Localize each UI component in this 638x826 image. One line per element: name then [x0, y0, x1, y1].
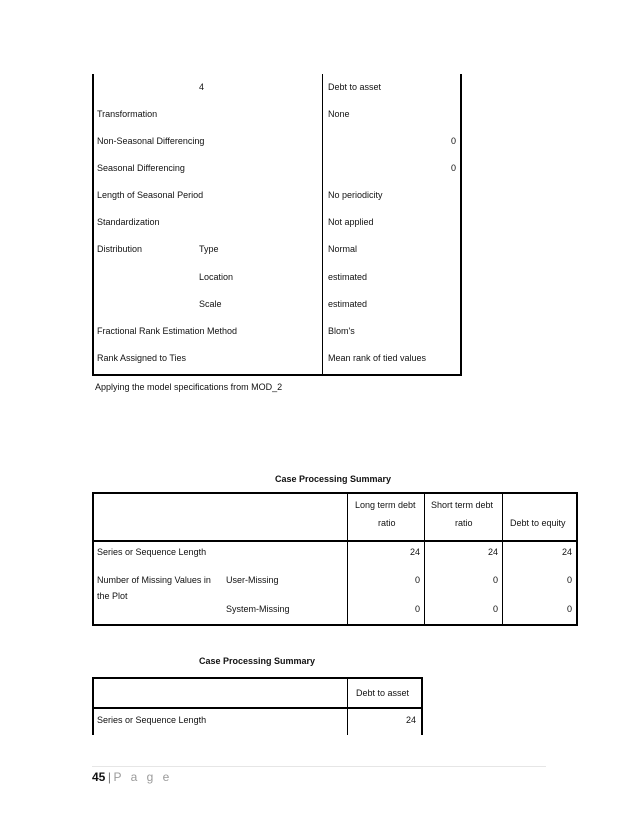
table1-right-border	[460, 74, 462, 376]
row-value: 0	[450, 163, 456, 173]
table2-col-border	[347, 492, 348, 626]
table2-right-border	[576, 492, 578, 626]
row-label: Seasonal Differencing	[97, 163, 185, 173]
row-sub: Location	[199, 272, 234, 282]
row-label: Series or Sequence Length	[97, 715, 207, 725]
column-header: ratio	[455, 518, 473, 528]
table3-header-divider	[92, 707, 423, 709]
table2-col-border	[424, 492, 425, 626]
cell-value: 24	[409, 547, 420, 557]
row-label: Length of Seasonal Period	[97, 190, 204, 200]
table3-top-border	[92, 677, 423, 679]
column-header: ratio	[378, 518, 396, 528]
row-sub: User-Missing	[226, 575, 279, 585]
row-label: Number of Missing Values in	[97, 575, 211, 585]
cell-value: 0	[414, 604, 420, 614]
page-label: P a g e	[113, 770, 173, 784]
row-value: Mean rank of tied values	[328, 353, 427, 363]
cell-value: 24	[561, 547, 572, 557]
cell-value: 0	[566, 575, 572, 585]
table3-left-border	[92, 677, 94, 735]
row-label: Fractional Rank Estimation Method	[97, 326, 238, 336]
row-value: Debt to asset	[328, 82, 382, 92]
row-value: 0	[450, 136, 456, 146]
row-value: Blom's	[328, 326, 355, 336]
footer-separator: |	[107, 770, 111, 784]
row-label: Non-Seasonal Differencing	[97, 136, 205, 146]
row-value: Not applied	[328, 217, 374, 227]
table-footnote: Applying the model specifications from MOD_2	[95, 382, 283, 392]
column-header: Debt to asset	[356, 688, 410, 698]
row-value: No periodicity	[328, 190, 383, 200]
table2-left-border	[92, 492, 94, 626]
row-label: Series or Sequence Length	[97, 547, 207, 557]
row-value: estimated	[328, 272, 368, 282]
table1-bottom-border	[92, 374, 462, 376]
row-sub: Type	[199, 244, 219, 254]
row-value: estimated	[328, 299, 368, 309]
cell-value: 0	[414, 575, 420, 585]
table2-top-border	[92, 492, 578, 494]
table3-col-border	[347, 677, 348, 735]
table2-header-divider	[92, 540, 578, 542]
table3-title: Case Processing Summary	[199, 656, 316, 666]
cell-value: 0	[566, 604, 572, 614]
table1-mid-border	[322, 74, 323, 376]
row-sub: System-Missing	[226, 604, 290, 614]
column-header: Long term debt	[355, 500, 416, 510]
table2-title: Case Processing Summary	[275, 474, 392, 484]
row-label: Transformation	[97, 109, 158, 119]
table3-right-border	[421, 677, 423, 735]
row-label: Standardization	[97, 217, 160, 227]
cell-value: 24	[487, 547, 498, 557]
footer-divider	[92, 766, 546, 767]
row-value: None	[328, 109, 350, 119]
page-footer	[92, 770, 172, 784]
cell-value: 24	[405, 715, 416, 725]
column-header: Short term debt	[431, 500, 494, 510]
table2-col-border	[502, 492, 503, 626]
cell-value: 0	[492, 604, 498, 614]
row-sub: Scale	[199, 299, 222, 309]
column-header: Debt to equity	[510, 518, 566, 528]
row-label: Distribution	[97, 244, 143, 254]
table2-bottom-border	[92, 624, 578, 626]
page-number: 45	[92, 770, 106, 784]
row-sub: 4	[199, 82, 205, 92]
table1-left-border	[92, 74, 94, 376]
row-label: the Plot	[97, 591, 128, 601]
cell-value: 0	[492, 575, 498, 585]
row-label: Rank Assigned to Ties	[97, 353, 187, 363]
row-value: Normal	[328, 244, 358, 254]
